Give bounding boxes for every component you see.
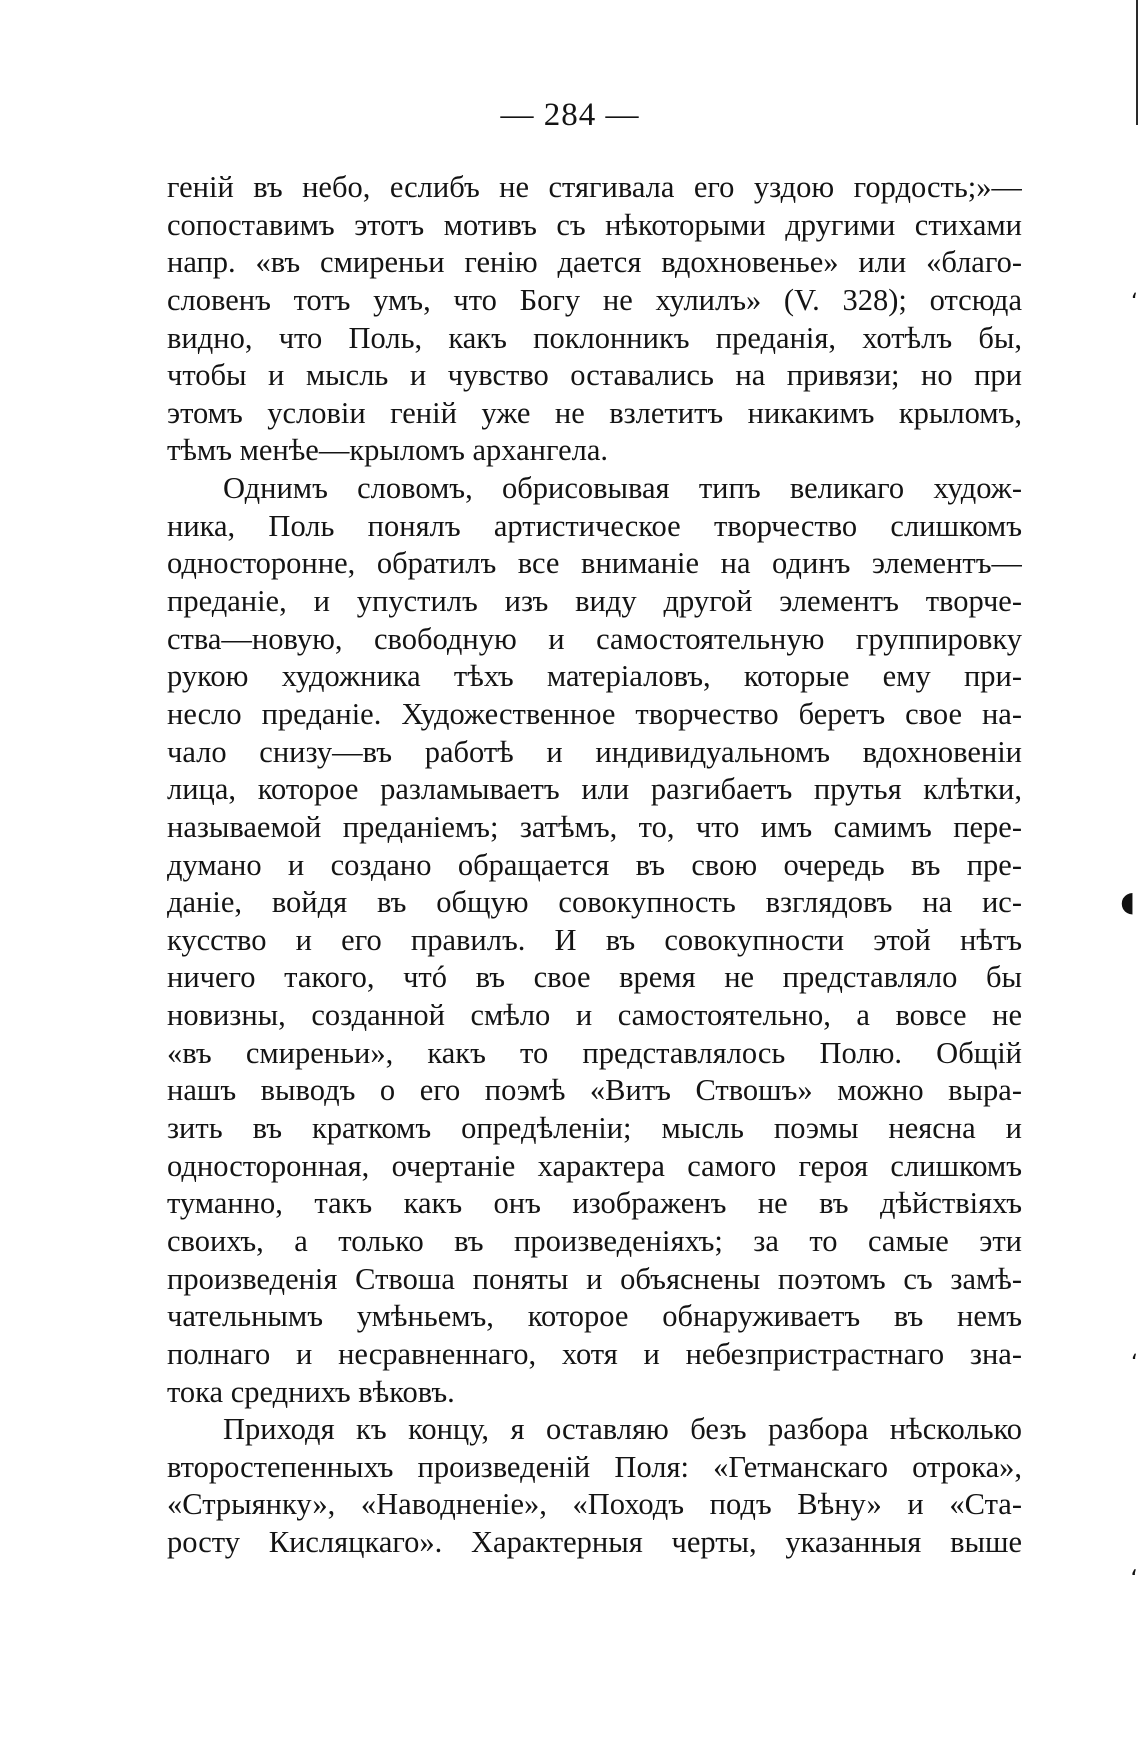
text-line: «въ смиреньи», какъ то представлялось Полю. Общій xyxy=(167,1035,1022,1070)
text-line: напр. «въ смиреньи генію дается вдохновенье» или «благо- xyxy=(167,245,1022,280)
text-line: полнаго и несравненнаго, хотя и небезпристрастнаго зна- xyxy=(167,1336,1022,1371)
text-line: думано и создано обращается въ свою очередь въ пре- xyxy=(167,847,1022,882)
paragraph-first-line: Однимъ словомъ, обрисовывая типъ великаго худож- xyxy=(223,471,1022,506)
paragraph-end-line: тѣмъ менѣе—крыломъ архангела. xyxy=(167,433,609,468)
margin-tick-mark: ʻ xyxy=(1130,1565,1138,1593)
text-line: туманно, такъ какъ онъ изображенъ не въ дѣйствіяхъ xyxy=(167,1186,1022,1221)
margin-tick-mark: ◖ xyxy=(1120,885,1135,918)
text-line: кусство и его правилъ. И въ совокупности этой нѣтъ xyxy=(167,922,1022,957)
text-line: зить въ краткомъ опредѣленіи; мысль поэмы неясна и xyxy=(167,1111,1022,1146)
text-line: сопоставимъ этотъ мотивъ съ нѣкоторыми другими стихами xyxy=(167,207,1022,242)
margin-tick-mark: ʻ xyxy=(1131,290,1138,315)
page-number: — 284 — xyxy=(500,97,640,133)
text-line: второстепенныхъ произведеній Поля: «Гетманскаго отрока», xyxy=(167,1449,1022,1484)
text-line: чтобы и мысль и чувство оставались на привязи; но при xyxy=(167,358,1022,393)
text-line: чало снизу—въ работѣ и индивидуальномъ вдохновеніи xyxy=(167,734,1022,769)
text-line: росту Кисляцкаго». Характерныя черты, указанныя выше xyxy=(167,1525,1022,1560)
text-line: геній въ небо, еслибъ не стягивала его уздою гордость;»— xyxy=(167,170,1022,204)
text-line: даніе, войдя въ общую совокупность взглядовъ на ис- xyxy=(167,885,1022,920)
text-line: новизны, созданной смѣло и самостоятельно, а вовсе не xyxy=(167,998,1022,1033)
text-line: односторонная, очертаніе характера самого героя слишкомъ xyxy=(167,1148,1022,1183)
text-line: нашъ выводъ о его поэмѣ «Витъ Ствошъ» можно выра- xyxy=(167,1073,1022,1108)
text-line: видно, что Поль, какъ поклонникъ преданія, хотѣлъ бы, xyxy=(167,320,1022,355)
body-text xyxy=(167,169,1022,1562)
text-line: односторонне, обратилъ все вниманіе на одинъ элементъ— xyxy=(167,546,1022,581)
text-line: ника, Поль понялъ артистическое творчество слишкомъ xyxy=(167,508,1022,543)
text-line: «Стрыянку», «Наводненіе», «Походъ подъ Вѣну» и «Ста- xyxy=(167,1487,1022,1522)
text-line: чательнымъ умѣньемъ, которое обнаруживаетъ въ немъ xyxy=(167,1299,1022,1334)
text-line: этомъ условіи геній уже не взлетитъ никакимъ крыломъ, xyxy=(167,395,1022,430)
text-line: словенъ тотъ умъ, что Богу не хулилъ» (V. 328); отсюда xyxy=(167,282,1022,317)
text-line: своихъ, а только въ произведеніяхъ; за то самые эти xyxy=(167,1223,1022,1258)
margin-tick-mark: ʻ xyxy=(1131,1351,1138,1376)
text-line: называемой преданіемъ; затѣмъ, то, что имъ самимъ пере- xyxy=(167,809,1022,844)
text-line: рукою художника тѣхъ матеріаловъ, которые ему при- xyxy=(167,659,1022,694)
paragraph-end-line: тока среднихъ вѣковъ. xyxy=(167,1374,455,1409)
text-line: лица, которое разламываетъ или разгибаетъ прутья клѣтки, xyxy=(167,772,1022,807)
text-line: ничего такого, чтó въ свое время не представляло бы xyxy=(167,960,1022,995)
text-line: преданіе, и упустилъ изъ виду другой элементъ творче- xyxy=(167,584,1022,619)
text-line: несло преданіе. Художественное творчество беретъ свое на- xyxy=(167,696,1022,731)
text-line: произведенія Ствоша поняты и объяснены поэтомъ съ замѣ- xyxy=(167,1261,1022,1296)
paragraph-first-line: Приходя къ концу, я оставляю безъ разбора нѣсколько xyxy=(223,1412,1022,1447)
text-line: ства—новую, свободную и самостоятельную группировку xyxy=(167,621,1022,656)
